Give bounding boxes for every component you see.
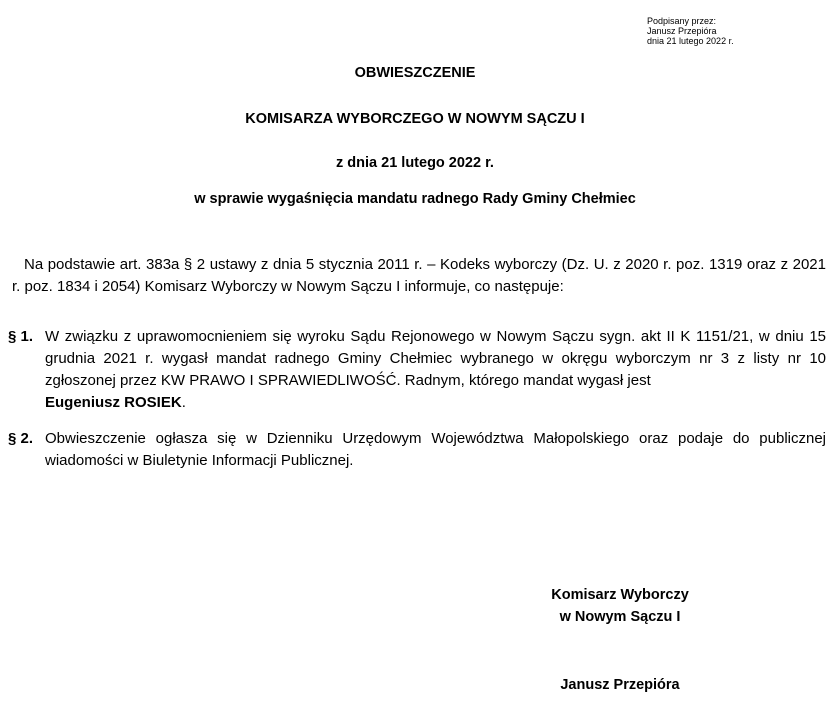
signed-date: dnia 21 lutego 2022 r. bbox=[647, 36, 734, 46]
signature-name: Janusz Przepióra bbox=[560, 677, 680, 693]
section-text: W związku z uprawomocnieniem się wyroku Sądu Rejonowego w Nowym Sączu sygn. akt II K 1151/21, w dniu 15 grudnia 2021 r. wygasł mandat radnego Gminy Chełmiec wybranego w okręgu wyborczym nr 3 z listy nr 10 zgłoszonej przez KW PRAWO I SPRAWIEDLIWOŚĆ. Radnym, którego mandat wygasł jest bbox=[45, 328, 826, 389]
document-authority: KOMISARZA WYBORCZEGO W NOWYM SĄCZU I bbox=[245, 111, 585, 127]
intro-paragraph: Na podstawie art. 383a § 2 ustawy z dnia 5 stycznia 2011 r. – Kodeks wyborczy (Dz. U. z 2020 r. poz. 1319 oraz z 2021 r. poz. 1834 i 2054) Komisarz Wyborczy w Nowym Sączu I informuje, co następuje: bbox=[12, 256, 826, 295]
section-1 bbox=[8, 326, 826, 414]
section-suffix: . bbox=[181, 394, 186, 411]
signed-by-name: Janusz Przepióra bbox=[647, 26, 717, 36]
councillor-name: Eugeniusz ROSIEK bbox=[45, 394, 182, 411]
section-number: § 1. bbox=[8, 328, 34, 345]
document-title: OBWIESZCZENIE bbox=[354, 65, 476, 81]
signature-stamp bbox=[647, 16, 822, 46]
section-2 bbox=[8, 428, 826, 472]
signature-office: w Nowym Sączu I bbox=[559, 609, 681, 625]
section-text: Obwieszczenie ogłasza się w Dzienniku Urzędowym Województwa Małopolskiego oraz podaje do publicznej wiadomości w Biuletynie Informacji Publicznej. bbox=[45, 430, 826, 469]
document-date: z dnia 21 lutego 2022 r. bbox=[336, 155, 494, 171]
signed-by-label: Podpisany przez: bbox=[647, 16, 717, 26]
signature-title: Komisarz Wyborczy bbox=[551, 587, 689, 603]
section-body bbox=[45, 428, 826, 472]
document-subject: w sprawie wygaśnięcia mandatu radnego Rady Gminy Chełmiec bbox=[194, 191, 636, 207]
section-number: § 2. bbox=[8, 430, 34, 447]
section-body bbox=[45, 326, 826, 414]
